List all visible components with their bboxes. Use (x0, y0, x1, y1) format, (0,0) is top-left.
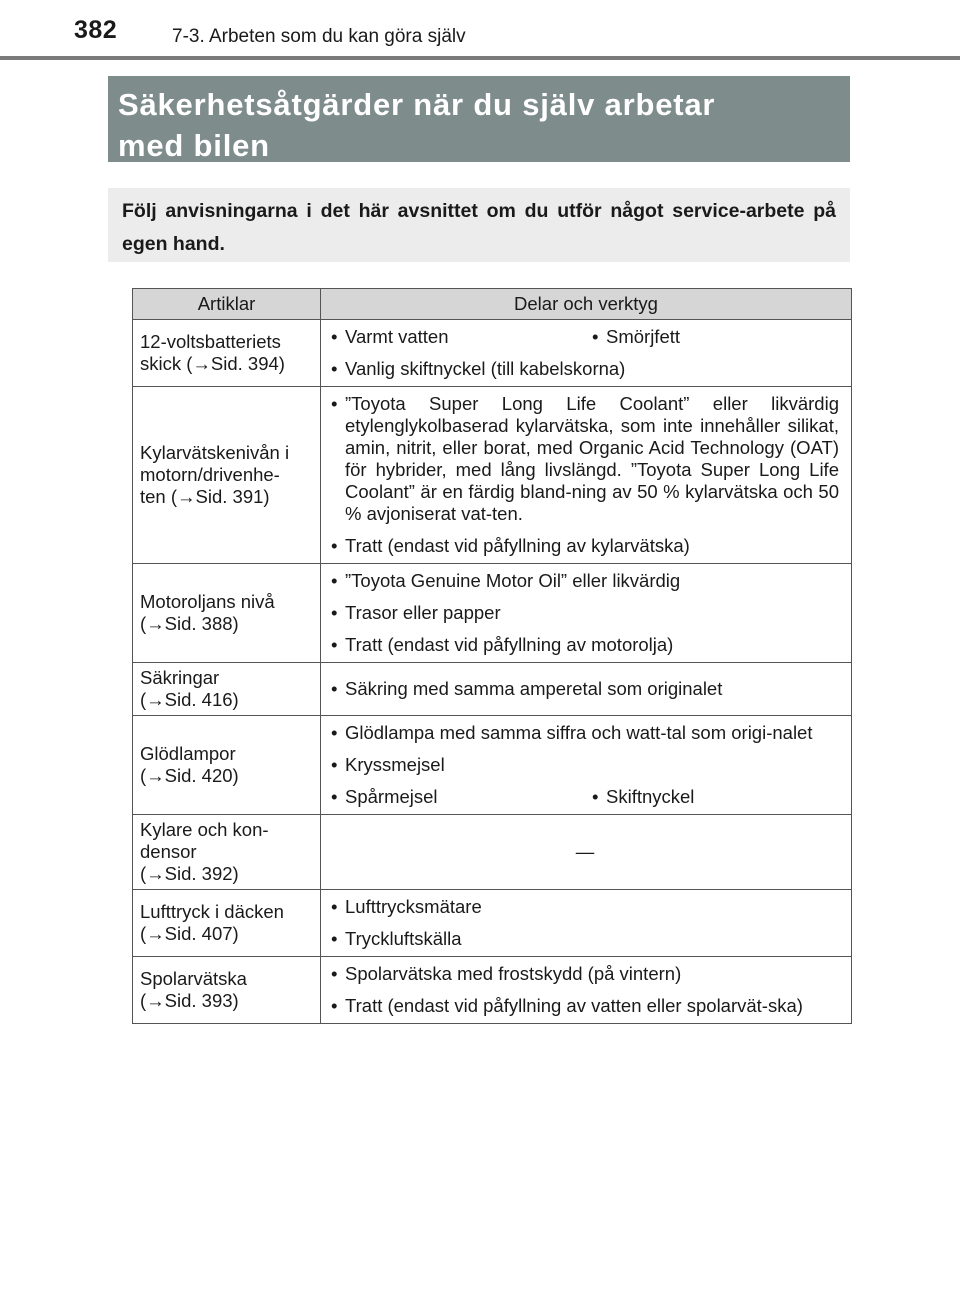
intro-box (108, 188, 850, 262)
tools-list (331, 326, 839, 380)
item-label-line: Säkringar (140, 667, 220, 688)
table-row (133, 890, 852, 957)
item-label-line: (→Sid. 420) (140, 765, 239, 786)
empty-dash: — (575, 841, 595, 862)
item-label-line: Kylare och kon- (140, 819, 269, 840)
tool-item: • Säkring med samma amperetal som originalet (331, 678, 839, 700)
tools-cell (321, 716, 852, 815)
tool-item: • Varmt vatten (331, 326, 592, 348)
item-label-line: 12-voltsbatteriets (140, 331, 281, 352)
tools-cell (321, 890, 852, 957)
item-cell (133, 957, 321, 1024)
item-label-line: Spolarvätska (140, 968, 247, 989)
tool-item: • Smörjfett (592, 326, 680, 348)
tool-item: • Tryckluftskälla (331, 928, 839, 950)
table-row (133, 387, 852, 564)
table-row (133, 716, 852, 815)
tool-item: • Tratt (endast vid påfyllning av motorolja) (331, 634, 839, 656)
item-label-line: (→Sid. 388) (140, 613, 239, 634)
table-row (133, 320, 852, 387)
table-row (133, 663, 852, 716)
tools-list (331, 896, 839, 950)
item-cell (133, 815, 321, 890)
page-number: 382 (74, 16, 118, 44)
table-body (133, 320, 852, 1024)
item-cell (133, 387, 321, 564)
tool-item: • Lufttrycksmätare (331, 896, 839, 918)
intro-text: Följ anvisningarna i det här avsnittet om du utför något service-arbete på egen hand. (122, 200, 836, 255)
item-cell (133, 564, 321, 663)
item-label-line: (→Sid. 407) (140, 923, 239, 944)
column-header-items: Artiklar (133, 289, 321, 320)
tools-cell (321, 564, 852, 663)
tool-item: • Skiftnyckel (592, 786, 694, 808)
tool-item: • Trasor eller papper (331, 602, 839, 624)
tools-list (331, 678, 839, 700)
page-header (0, 0, 960, 62)
table-row (133, 815, 852, 890)
tool-item: • ”Toyota Genuine Motor Oil” eller likvärdig (331, 570, 839, 592)
tool-item: • Spårmejsel (331, 786, 592, 808)
column-header-tools: Delar och verktyg (321, 289, 852, 320)
header-rule (0, 56, 960, 60)
item-label-line: Lufttryck i däcken (140, 901, 284, 922)
tool-item: • Tratt (endast vid påfyllning av kylarvätska) (331, 535, 839, 557)
page-title-line-2: med bilen (118, 128, 270, 163)
item-label-line: motorn/drivenhe- (140, 464, 280, 485)
item-label-line: densor (140, 841, 197, 862)
item-label-line: skick (→Sid. 394) (140, 353, 285, 374)
tools-cell (321, 320, 852, 387)
tool-item: • ”Toyota Super Long Life Coolant” eller likvärdig etylenglykolbaserad kylarvätska, som inte innehåller silikat, amin, nitrit, eller borat, med Organic Acid Technology (OAT) för hybrider, med lång livslängd. ”Toyota Super Long Life Coolant” är en färdig bland-ning av 50 % kylarvätska och 50 % avjoniserat vat-ten. (331, 393, 839, 525)
tool-item: • Glödlampa med samma siffra och watt-tal som origi-nalet (331, 722, 839, 744)
tool-item: • Vanlig skiftnyckel (till kabelskorna) (331, 358, 839, 380)
table-row (133, 957, 852, 1024)
tools-table (132, 288, 852, 1024)
item-label-line: (→Sid. 416) (140, 689, 239, 710)
section-title: 7-3. Arbeten som du kan göra själv (172, 26, 466, 47)
tool-item: • Spolarvätska med frostskydd (på vintern) (331, 963, 839, 985)
title-banner (108, 76, 850, 162)
tool-item: • Kryssmejsel (331, 754, 839, 776)
tools-cell (321, 815, 852, 890)
item-label-line: Glödlampor (140, 743, 236, 764)
tool-pair (331, 786, 839, 808)
item-label-line: Motoroljans nivå (140, 591, 275, 612)
item-label-line: (→Sid. 393) (140, 990, 239, 1011)
item-cell (133, 716, 321, 815)
tool-item: • Tratt (endast vid påfyllning av vatten eller spolarvät-ska) (331, 995, 839, 1017)
page-title-line-1: Säkerhetsåtgärder när du själv arbetar (118, 87, 716, 122)
item-cell (133, 320, 321, 387)
item-label-line: (→Sid. 392) (140, 863, 239, 884)
tools-list (331, 393, 839, 557)
item-cell (133, 890, 321, 957)
table-header-row (133, 289, 852, 320)
table-row (133, 564, 852, 663)
tools-cell (321, 663, 852, 716)
tools-cell (321, 387, 852, 564)
tool-pair (331, 326, 839, 348)
item-label-line: Kylarvätskenivån i (140, 442, 290, 463)
tools-list (331, 722, 839, 808)
tools-list (331, 963, 839, 1017)
item-cell (133, 663, 321, 716)
tools-cell (321, 957, 852, 1024)
tools-list (331, 570, 839, 656)
item-label-line: ten (→Sid. 391) (140, 486, 270, 507)
